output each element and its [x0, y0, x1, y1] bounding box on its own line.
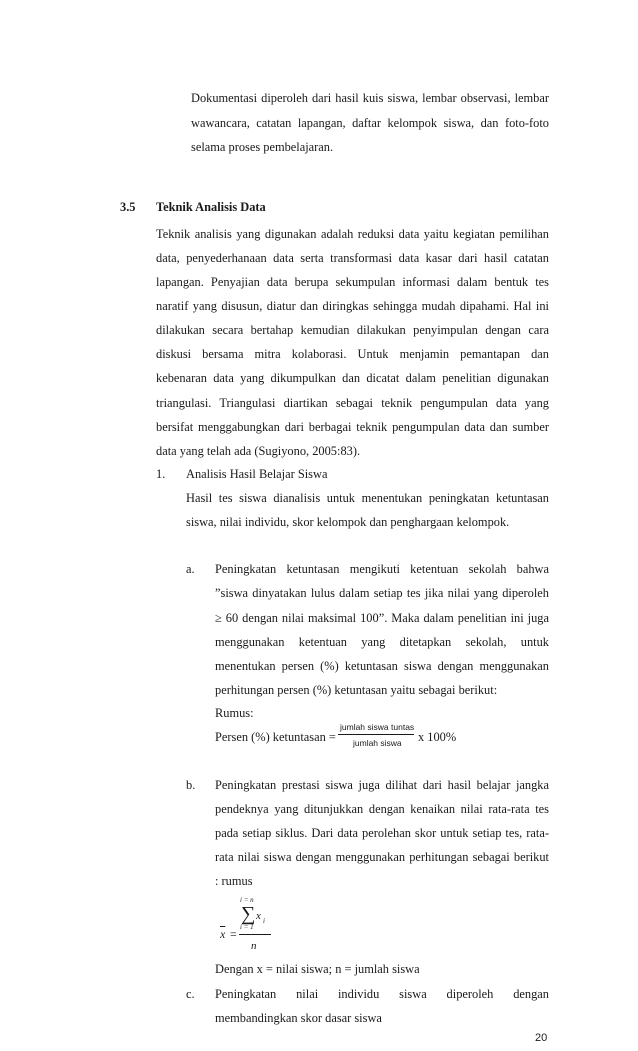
section-number: 3.5 — [120, 200, 136, 214]
sum-term-subscript: i — [263, 917, 265, 925]
page-number: 20 — [535, 1032, 548, 1044]
section-title: Teknik Analisis Data — [156, 200, 266, 214]
fraction-bar — [239, 934, 271, 935]
sub-item-letter: a. — [186, 562, 195, 576]
sub-item-line: ≥ 60 dengan nilai maksimal 100”. Maka dalam penelitian ini juga — [215, 611, 549, 625]
fraction-bar — [338, 734, 414, 735]
sum-term: x — [256, 910, 261, 922]
sub-item-letter: c. — [186, 987, 195, 1001]
sub-item-line: pendeknya yang ditunjukkan dengan kenaikan nilai rata-rata tes — [215, 802, 549, 816]
sum-lower-limit: i = 1 — [240, 923, 254, 931]
paragraph-line: naratif yang disusun, diatur dan diringkas sehingga mudah dipahami. Hal ini — [156, 299, 549, 313]
sub-item-line: membandingkan skor dasar siswa — [215, 1011, 382, 1025]
equals-sign: = — [230, 927, 237, 941]
paragraph-line: kebenaran data yang dikumpulkan dan dicatat dalam penelitian digunakan — [156, 371, 549, 385]
mean-symbol: $\overline{x}$ — [220, 927, 226, 941]
intro-line: wawancara, catatan lapangan, daftar kelompok siswa, dan foto-foto — [191, 116, 549, 130]
formula-note: Dengan x = nilai siswa; n = jumlah siswa — [215, 962, 420, 976]
sub-item-line: menggunakan ketentuan yang ditetapkan sekolah, untuk — [215, 635, 549, 649]
paragraph-line: Teknik analisis yang digunakan adalah reduksi data yaitu kegiatan pemilihan — [156, 227, 549, 241]
formula-numerator: jumlah siswa tuntas — [340, 722, 415, 732]
item-title: Analisis Hasil Belajar Siswa — [186, 467, 328, 481]
sub-item-line: : rumus — [215, 874, 253, 888]
sub-item-line: rata nilai siswa dengan menggunakan perhitungan sebagai berikut — [215, 850, 549, 864]
formula-prefix: Persen (%) ketuntasan = — [215, 730, 336, 744]
sub-item-line: Peningkatan prestasi siswa juga dilihat dari hasil belajar jangka — [215, 778, 549, 792]
item-number: 1. — [156, 467, 166, 481]
formula-denominator: n — [251, 940, 257, 952]
paragraph-line: lapangan. Penyajian data berupa sekumpulan informasi dalam bentuk tes — [156, 275, 549, 289]
formula-suffix: x 100% — [418, 730, 457, 744]
paragraph-line: dilakukan secara bertahap kemudian dilakukan penyimpulan dengan cara — [156, 323, 549, 337]
formula-denominator: jumlah siswa — [353, 738, 402, 748]
intro-line: Dokumentasi diperoleh dari hasil kuis siswa, lembar observasi, lembar — [191, 91, 549, 105]
item-line: Hasil tes siswa dianalisis untuk menentukan peningkatan ketuntasan — [186, 491, 549, 505]
intro-line: selama proses pembelajaran. — [191, 140, 334, 154]
sum-symbol: ∑ — [241, 903, 256, 925]
paragraph-line: bersifat menggabungkan dari berbagai teknik pengumpulan data dan sumber — [156, 420, 549, 434]
sub-item-line: pada setiap siklus. Dari data perolehan skor untuk setiap tes, rata- — [215, 826, 549, 840]
paragraph-line: diskusi bersama mitra kolaborasi. Untuk menjamin pemantapan dan — [156, 347, 549, 361]
paragraph-line: triangulasi. Triangulasi diartikan sebagai teknik pengumpulan data yang — [156, 396, 549, 410]
sub-item-line: ”siswa dinyatakan lulus dalam setiap tes jika nilai yang diperoleh — [215, 586, 549, 600]
sub-item-line: Peningkatan nilai individu siswa diperoleh dengan — [215, 987, 549, 1001]
sub-item-line: Peningkatan ketuntasan mengikuti ketentuan sekolah bahwa — [215, 562, 549, 576]
sub-item-line: menentukan persen (%) ketuntasan siswa dengan menggunakan — [215, 659, 549, 673]
paragraph-line: data yang telah ada (Sugiyono, 2005:83). — [156, 444, 361, 458]
item-line: siswa, nilai individu, skor kelompok dan penghargaan kelompok. — [186, 515, 510, 529]
sub-item-line: perhitungan persen (%) ketuntasan yaitu sebagai berikut: — [215, 683, 498, 697]
rumus-label: Rumus: — [215, 706, 254, 720]
paragraph-line: data, penyederhanaan data serta transformasi data kasar dari hasil catatan — [156, 251, 549, 265]
sub-item-letter: b. — [186, 778, 196, 792]
sum-upper-limit: i = n — [240, 896, 254, 904]
